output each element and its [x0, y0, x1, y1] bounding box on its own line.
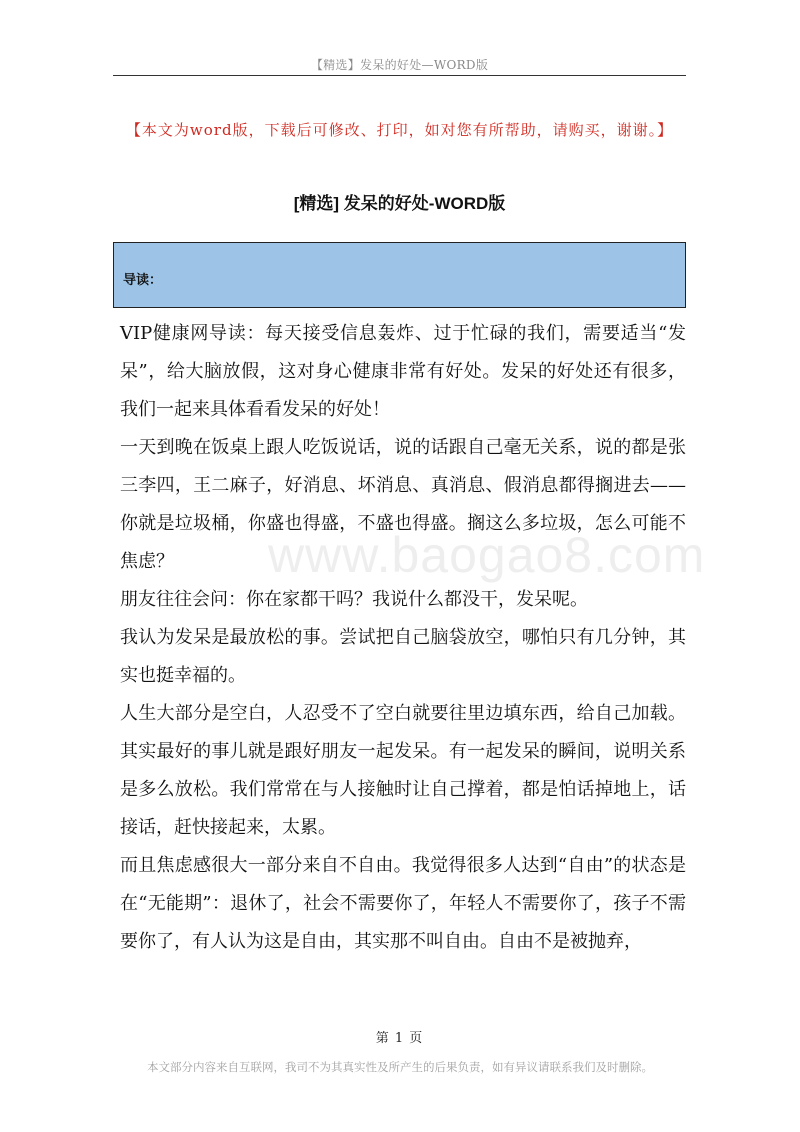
document-body: [120, 315, 686, 961]
guide-box: [113, 242, 686, 308]
paragraph: VIP健康网导读：每天接受信息轰炸、过于忙碌的我们，需要适当“发呆”，给大脑放假，这对身心健康非常有好处。发呆的好处还有很多，我们一起来具体看看发呆的好处！: [120, 323, 686, 420]
paragraph: 人生大部分是空白，人忍受不了空白就要往里边填东西，给自己加载。其实最好的事儿就是跟好朋友一起发呆。有一起发呆的瞬间，说明关系是多么放松。我们常常在与人接触时让自己撑着，都是怕话掉地上，话接话，赶快接起来，太累。: [120, 703, 686, 838]
watermark: www.baogao8.com: [268, 527, 706, 583]
document-title: [精选] 发呆的好处-WORD版: [293, 194, 506, 213]
header-divider: [113, 75, 686, 76]
paragraph: 朋友往往会问：你在家都干吗？我说什么都没干，发呆呢。: [120, 589, 588, 610]
page-number: 第 1 页: [375, 1031, 424, 1046]
guide-label: 导读：: [123, 272, 163, 287]
running-header: 【精选】发呆的好处—WORD版: [310, 58, 489, 72]
paragraph: 我认为发呆是最放松的事。尝试把自己脑袋放空，哪怕只有几分钟，其实也挺幸福的。: [120, 627, 686, 686]
footer-disclaimer: 本文部分内容来自互联网，我司不为其真实性及所产生的后果负责，如有异议请联系我们及时删除。: [147, 1060, 653, 1074]
paragraph: 一天到晚在饭桌上跟人吃饭说话，说的话跟自己毫无关系，说的都是张三李四，王二麻子，好消息、坏消息、真消息、假消息都得搁进去——你就是垃圾桶，你盛也得盛，不盛也得盛。搁这么多垃圾，怎么可能不焦虑？: [120, 437, 686, 572]
purchase-notice: 【本文为word版，下载后可修改、打印，如对您有所帮助，请购买，谢谢。】: [125, 121, 674, 139]
paragraph: 而且焦虑感很大一部分来自不自由。我觉得很多人达到“自由”的状态是在“无能期”：退休了，社会不需要你了，年轻人不需要你了，孩子不需要你了，有人认为这是自由，其实那不叫自由。自由不是被抛弃，: [120, 855, 686, 952]
